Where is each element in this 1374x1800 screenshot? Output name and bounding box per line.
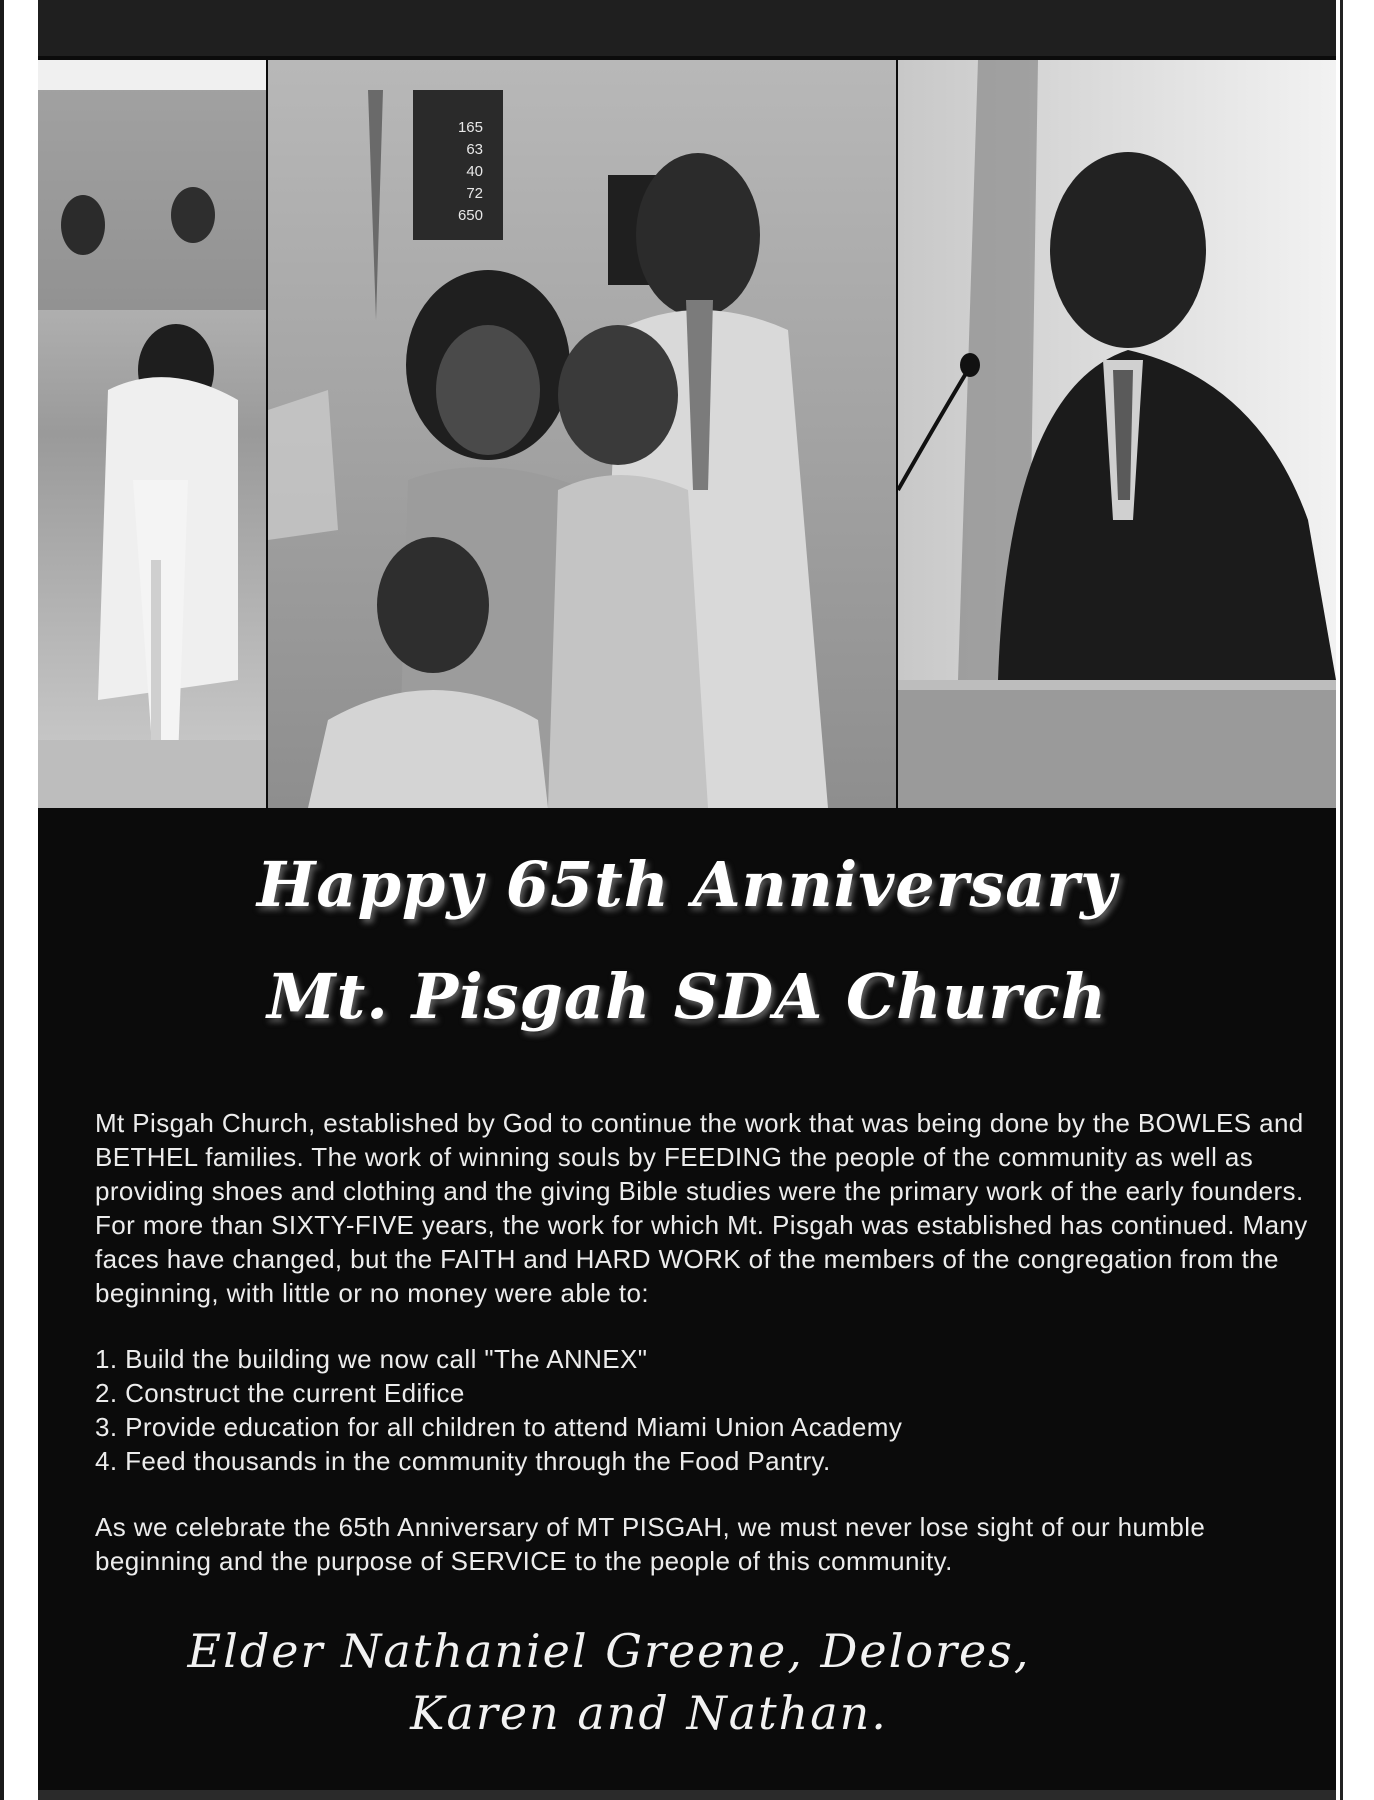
list-item: 1. Build the building we now call "The ANNEX" <box>95 1344 648 1374</box>
accomplishments-list <box>95 1342 1315 1478</box>
closing-paragraph <box>95 1510 1315 1578</box>
board-number: 650 <box>457 207 483 224</box>
history-text: Mt Pisgah Church, established by God to continue the work that was being done by the BOWLES and BETHEL families. The work of winning souls by FEEDING the people of the community as well as providing shoes and clothing and the giving Bible studies were the primary work of the early founders. For more than SIXTY-FIVE years, the work for which Mt. Pisgah was established has continued. Many faces have changed, but the FAITH and HARD WORK of the members of the congregation from the beginning, with little or no money were able to: <box>95 1108 1308 1308</box>
list-item: 4. Feed thousands in the community through the Food Pantry. <box>95 1446 831 1476</box>
church-name-title: Mt. Pisgah SDA Church <box>267 960 1107 1033</box>
right-border <box>1336 0 1374 1800</box>
board-number: 165 <box>457 119 483 136</box>
groundbreaking-photo <box>38 60 266 808</box>
anniversary-title: Happy 65th Anniversary <box>256 848 1118 921</box>
elder-at-podium-photo <box>898 60 1336 808</box>
history-paragraph <box>95 1106 1315 1310</box>
board-number: 72 <box>466 185 483 202</box>
list-item: 2. Construct the current Edifice <box>95 1378 465 1408</box>
top-band <box>38 0 1336 56</box>
bottom-band <box>38 1790 1336 1800</box>
closing-text: As we celebrate the 65th Anniversary of MT PISGAH, we must never lose sight of our humble beginning and the purpose of SERVICE to the people of this community. <box>95 1512 1206 1576</box>
list-item: 3. Provide education for all children to attend Miami Union Academy <box>95 1412 903 1442</box>
family-portrait-photo <box>268 60 896 808</box>
signature-line-2: Karen and Nathan. <box>410 1686 888 1740</box>
board-number: 40 <box>466 163 483 180</box>
board-number: 63 <box>466 141 483 158</box>
signature-line-1: Elder Nathaniel Greene, Delores, <box>187 1624 1031 1678</box>
left-border <box>0 0 34 1800</box>
